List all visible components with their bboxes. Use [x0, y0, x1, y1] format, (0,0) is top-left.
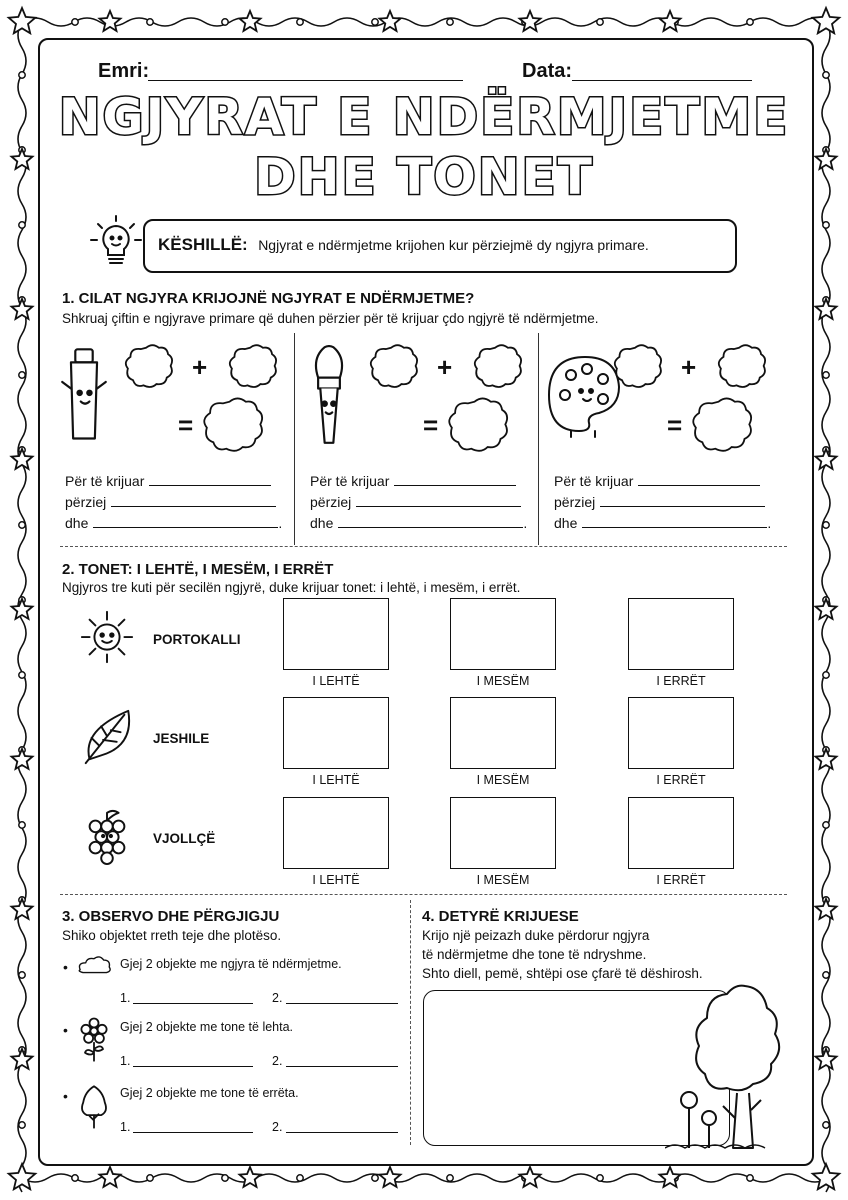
title-line-1: NGJYRAT E NDËRMJETME [58, 88, 790, 146]
section4-title: 4. DETYRË KRIJUESE [422, 908, 579, 925]
tree-icon [76, 1082, 112, 1132]
answer-number: 2. [272, 1120, 283, 1134]
answer-line[interactable] [286, 1132, 398, 1133]
bead-icon [823, 1047, 829, 1053]
tip-label: KËSHILLË: [158, 235, 248, 254]
section2-title: 2. TONET: I LEHTË, I MESËM, I ERRËT [62, 561, 334, 578]
tone-label: I LEHTË [312, 773, 360, 787]
bead-icon [72, 19, 78, 25]
fill-in-label: dhe [65, 515, 89, 531]
tone-box[interactable] [283, 797, 389, 869]
tone-label: I ERRËT [656, 873, 706, 887]
color-name: PORTOKALLI [153, 632, 241, 647]
sun-icon [78, 608, 136, 668]
date-field[interactable] [572, 80, 752, 81]
bead-icon [522, 19, 528, 25]
tone-label: I MESËM [476, 773, 530, 787]
tone-label: I MESËM [476, 674, 530, 688]
plus-sign: + [192, 352, 208, 382]
result-cloud[interactable] [691, 392, 756, 457]
equals-sign: = [423, 410, 439, 440]
grapes-icon [78, 807, 136, 867]
star-icon [12, 299, 33, 319]
bead-icon [672, 1175, 678, 1181]
tone-label: I LEHTË [312, 674, 360, 688]
answer-line[interactable] [286, 1066, 398, 1067]
star-icon [660, 11, 681, 31]
bead-icon [747, 1175, 753, 1181]
fill-in-row [554, 515, 771, 531]
star-icon [240, 11, 261, 31]
star-icon [12, 449, 33, 469]
tone-box[interactable] [450, 697, 556, 769]
column-divider [410, 900, 411, 1145]
bead-icon [72, 1175, 78, 1181]
bead-icon [19, 522, 25, 528]
bead-icon [19, 372, 25, 378]
title-line-2: DHE TONET [254, 148, 594, 206]
result-cloud[interactable] [447, 392, 512, 457]
bead-icon [297, 1175, 303, 1181]
star-icon [660, 1167, 681, 1187]
star-icon [240, 1167, 261, 1187]
bead-icon [447, 19, 453, 25]
bead-icon [597, 19, 603, 25]
answer-line[interactable] [133, 1003, 253, 1004]
tone-box[interactable] [628, 697, 734, 769]
cloud-icon [76, 953, 112, 981]
bead-icon [19, 597, 25, 603]
star-icon [816, 299, 837, 319]
bead-icon [823, 522, 829, 528]
section4-line-3: Shto diell, pemë, shtëpi ose çfarë të dëshirosh. [422, 966, 703, 981]
bead-icon [19, 72, 25, 78]
answer-cloud[interactable] [613, 340, 665, 392]
star-icon [816, 1049, 837, 1069]
bead-icon [19, 822, 25, 828]
answer-cloud[interactable] [717, 340, 769, 392]
star-icon [816, 449, 837, 469]
leaf-icon [78, 707, 136, 767]
star-icon [816, 599, 837, 619]
bead-icon [19, 447, 25, 453]
bead-icon [447, 1175, 453, 1181]
bead-icon [823, 897, 829, 903]
fill-in-label: Për të krijuar [65, 473, 145, 489]
bead-icon [147, 1175, 153, 1181]
fill-in-blank[interactable] [600, 494, 765, 507]
answer-cloud[interactable] [124, 340, 176, 392]
bead-icon [19, 897, 25, 903]
bead-icon [147, 19, 153, 25]
fill-in-row [554, 494, 765, 510]
result-cloud[interactable] [202, 392, 267, 457]
section-divider [60, 546, 787, 547]
answer-number: 2. [272, 1054, 283, 1068]
bead-icon [823, 447, 829, 453]
answer-number: 1. [120, 1054, 131, 1068]
star-icon [12, 749, 33, 769]
fill-in-blank[interactable] [93, 515, 278, 528]
date-label: Data: [522, 60, 573, 82]
fill-in-label: dhe [554, 515, 578, 531]
bead-icon [823, 297, 829, 303]
fill-in-row [310, 515, 527, 531]
tone-label: I LEHTË [312, 873, 360, 887]
period: . [767, 515, 772, 531]
fill-in-blank[interactable] [394, 473, 516, 486]
color-name: VJOLLÇË [153, 831, 216, 846]
bead-icon [823, 747, 829, 753]
section1-title: 1. CILAT NGJYRA KRIJOJNË NGJYRAT E NDËRMJETME? [62, 290, 475, 307]
bead-icon [823, 1122, 829, 1128]
tone-box[interactable] [628, 598, 734, 670]
task-text: Gjej 2 objekte me tone të lehta. [120, 1020, 294, 1034]
bead-icon [222, 1175, 228, 1181]
fill-in-label: Për të krijuar [310, 473, 390, 489]
bead-icon [372, 1175, 378, 1181]
lightbulb-icon [88, 214, 144, 274]
equals-sign: = [178, 410, 194, 440]
tip-text: Ngjyrat e ndërmjetme krijohen kur përziejmë dy ngjyra primare. [258, 237, 649, 253]
bead-icon [823, 672, 829, 678]
bullet: • [63, 959, 68, 975]
bead-icon [823, 597, 829, 603]
answer-number: 1. [120, 991, 131, 1005]
fill-in-blank[interactable] [638, 473, 760, 486]
star-icon [520, 11, 541, 31]
star-icon [9, 8, 36, 33]
tone-label: I MESËM [476, 873, 530, 887]
fill-in-row [65, 473, 271, 489]
tone-label: I ERRËT [656, 773, 706, 787]
star-icon [100, 11, 121, 31]
star-icon [816, 749, 837, 769]
answer-line[interactable] [286, 1003, 398, 1004]
task-text: Gjej 2 objekte me tone të errëta. [120, 1086, 299, 1100]
bead-icon [823, 72, 829, 78]
bead-icon [823, 822, 829, 828]
bead-icon [19, 222, 25, 228]
answer-cloud[interactable] [369, 340, 421, 392]
tree-illustration-icon [665, 978, 785, 1153]
fill-in-blank[interactable] [356, 494, 521, 507]
tip-row [158, 235, 649, 255]
section-divider [60, 894, 787, 895]
fill-in-blank[interactable] [338, 515, 523, 528]
star-icon [12, 599, 33, 619]
star-icon [100, 1167, 121, 1187]
bead-icon [19, 297, 25, 303]
paintbrush-icon [305, 345, 353, 445]
period: . [278, 515, 283, 531]
bead-icon [19, 1047, 25, 1053]
bead-icon [823, 372, 829, 378]
fill-in-row [310, 473, 516, 489]
bead-icon [297, 19, 303, 25]
color-name: JESHILE [153, 731, 210, 746]
bead-icon [823, 972, 829, 978]
section3-desc: Shiko objektet rreth teje dhe plotëso. [62, 928, 282, 943]
panel-divider [294, 333, 295, 545]
name-field[interactable] [148, 80, 463, 81]
fill-in-blank[interactable] [111, 494, 276, 507]
star-icon [813, 1164, 840, 1189]
tone-box[interactable] [450, 797, 556, 869]
fill-in-label: përziej [310, 494, 352, 510]
fill-in-row [65, 494, 276, 510]
fill-in-label: Për të krijuar [554, 473, 634, 489]
bead-icon [522, 1175, 528, 1181]
section1-desc: Shkruaj çiftin e ngjyrave primare që duhen përzier për të krijuar çdo ngjyrë të ndërmjetme. [62, 311, 599, 326]
star-icon [813, 8, 840, 33]
bead-icon [19, 747, 25, 753]
tone-box[interactable] [628, 797, 734, 869]
bead-icon [597, 1175, 603, 1181]
period: . [523, 515, 528, 531]
answer-cloud[interactable] [228, 340, 280, 392]
tone-label: I ERRËT [656, 674, 706, 688]
answer-line[interactable] [133, 1066, 253, 1067]
bead-icon [19, 1122, 25, 1128]
fill-in-blank[interactable] [149, 473, 271, 486]
bead-icon [823, 222, 829, 228]
star-icon [9, 1164, 36, 1189]
star-icon [12, 1049, 33, 1069]
bullet: • [63, 1022, 68, 1038]
fill-in-row [65, 515, 282, 531]
fill-in-row [310, 494, 521, 510]
tone-box[interactable] [283, 697, 389, 769]
bead-icon [19, 672, 25, 678]
star-icon [520, 1167, 541, 1187]
star-icon [12, 899, 33, 919]
bead-icon [372, 19, 378, 25]
section4-line-1: Krijo një peizazh duke përdorur ngjyra [422, 928, 650, 943]
tone-box[interactable] [450, 598, 556, 670]
star-icon [816, 899, 837, 919]
bead-icon [747, 19, 753, 25]
fill-in-label: dhe [310, 515, 334, 531]
paint-tube-icon [60, 345, 108, 445]
bullet: • [63, 1088, 68, 1104]
section3-title: 3. OBSERVO DHE PËRGJIGJU [62, 908, 280, 925]
plus-sign: + [681, 352, 697, 382]
answer-number: 1. [120, 1120, 131, 1134]
answer-cloud[interactable] [473, 340, 525, 392]
task-text: Gjej 2 objekte me ngjyra të ndërmjetme. [120, 957, 342, 971]
bead-icon [19, 972, 25, 978]
fill-in-row [554, 473, 760, 489]
section2-desc: Ngjyros tre kuti për secilën ngjyrë, duke krijuar tonet: i lehtë, i mesëm, i errët. [62, 580, 521, 595]
fill-in-label: përziej [65, 494, 107, 510]
flower-icon [76, 1016, 112, 1066]
bead-icon [222, 19, 228, 25]
bead-icon [672, 19, 678, 25]
star-icon [380, 1167, 401, 1187]
answer-number: 2. [272, 991, 283, 1005]
fill-in-blank[interactable] [582, 515, 767, 528]
tone-box[interactable] [283, 598, 389, 670]
plus-sign: + [437, 352, 453, 382]
equals-sign: = [667, 410, 683, 440]
panel-divider [538, 333, 539, 545]
answer-line[interactable] [133, 1132, 253, 1133]
fill-in-label: përziej [554, 494, 596, 510]
star-icon [380, 11, 401, 31]
section4-line-2: të ndërmjetme dhe tone të ndryshme. [422, 947, 647, 962]
name-label: Emri: [98, 60, 150, 82]
